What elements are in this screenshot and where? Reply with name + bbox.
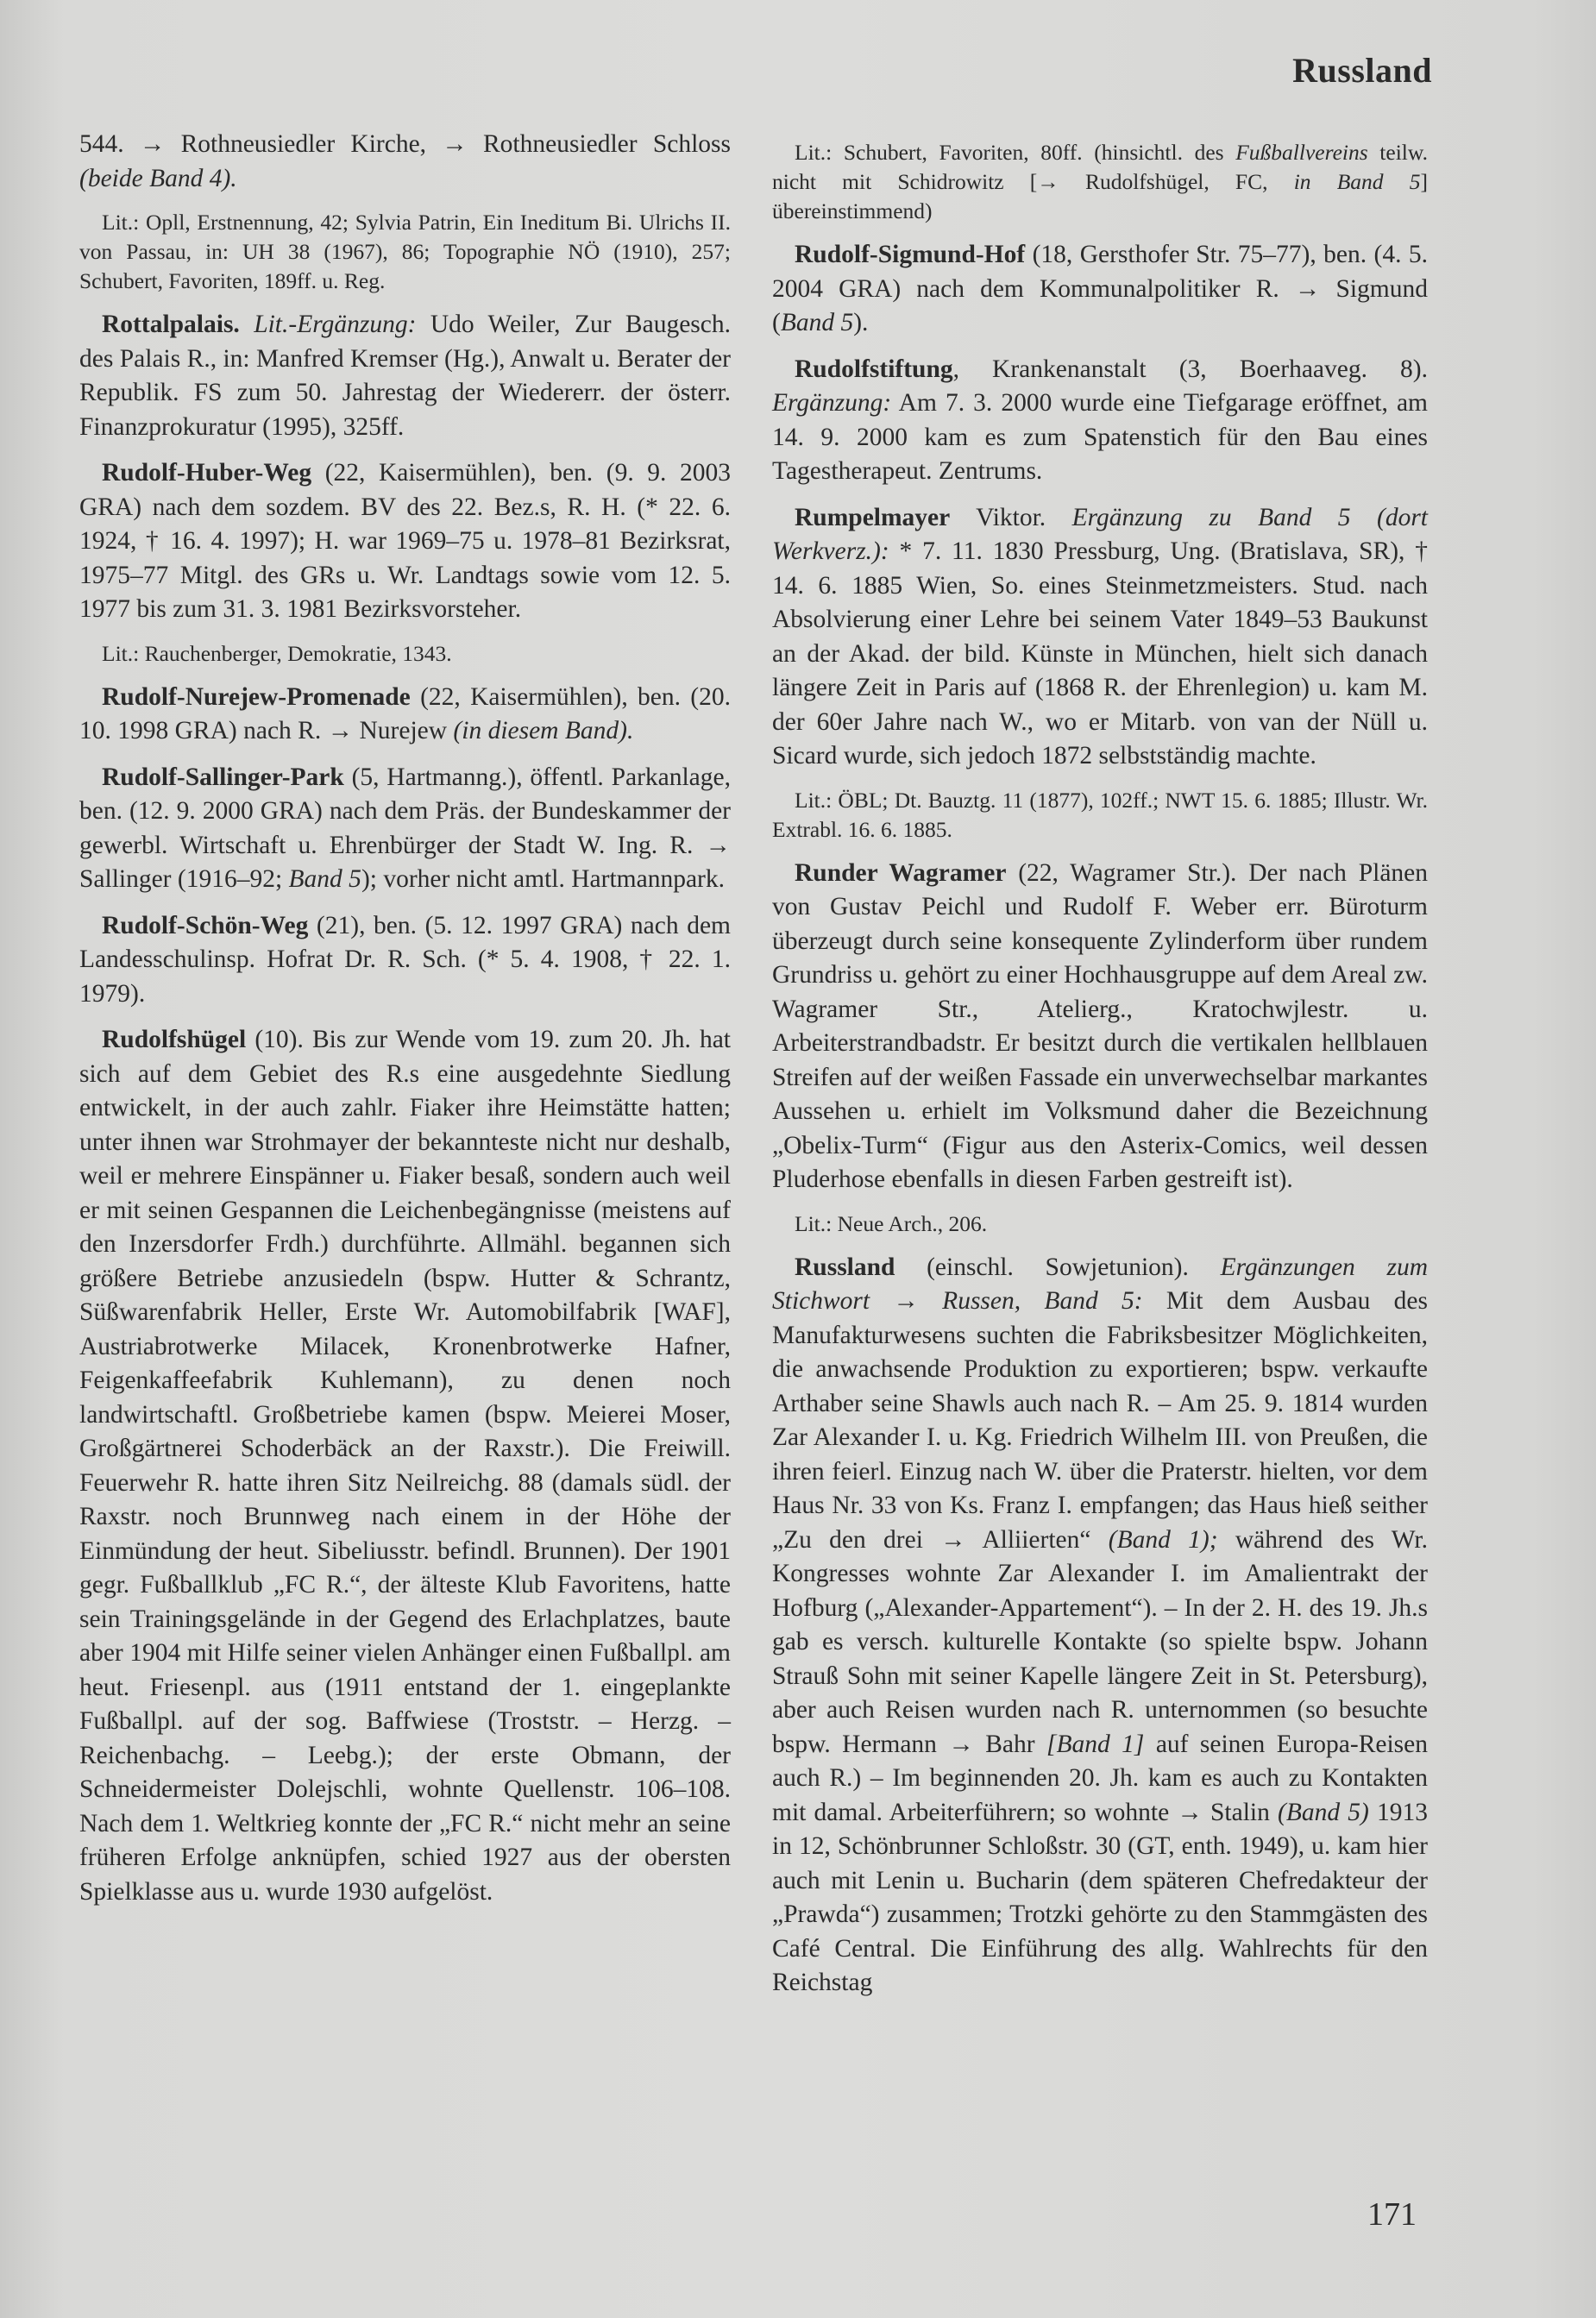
entry-text: (18, Gersthofer Str. 75–77), ben. (4. 5. 2004 GRA) nach dem Kommunalpolitiker R. → Sigmund ( <box>772 241 1428 336</box>
entry-headword: Rottalpalais. <box>102 311 240 338</box>
entry-text <box>240 311 254 338</box>
entry-headword: Rudolf-Sigmund-Hof <box>795 241 1026 268</box>
entry-text: Am 7. 3. 2000 wurde eine Tiefgarage eröffnet, am 14. 9. 2000 kam es zum Spatenstich für den Bau eines Tagestherapeut. Zentrums. <box>772 389 1428 485</box>
entry-text: Udo Weiler, Zur Baugesch. des Palais R., in: Manfred Kremser (Hg.), Anwalt u. Berater der Republik. FS zum 50. Jahrestag der Wiedererr. der österr. Finanzprokuratur (1995), 325ff. <box>79 311 731 441</box>
italic-text: Band 5 <box>780 309 854 336</box>
literature-note <box>772 1209 1428 1239</box>
italic-text: Lit.-Ergänzung: <box>254 311 417 338</box>
entry-text: (21), ben. (5. 12. 1997 GRA) nach dem Landesschulinsp. Hofrat Dr. R. Sch. (* 5. 4. 1908, † 22. 1. 1979). <box>79 911 731 1008</box>
lexicon-entry <box>79 128 731 196</box>
entry-text: ); vorher nicht amtl. Hartmannpark. <box>361 865 725 893</box>
lexicon-entry <box>772 238 1428 341</box>
lexicon-entry <box>79 308 731 444</box>
italic-text: (Band 1); <box>1108 1525 1218 1554</box>
entry-text: ). <box>853 309 869 336</box>
entry-text: (22, Wagramer Str.). Der nach Plänen von Gustav Peichl und Rudolf F. Weber err. Büroturm überzeugt durch seine konsequente Zylinderform über rundem Grundriss u. gehört zu einer Hochhausgruppe auf dem Areal zw. Wagramer Str., Atelierg., Kratochwjlestr. u. Arbeiterstrandbadstr. Er besitzt durch die vertikalen hellblauen Streifen auf der weißen Fassade ein unverwechselbar markantes Aussehen u. erhielt im Volksmund daher die Bezeichnung „Obelix-Turm“ (Figur aus den Asterix-Comics, weil dessen Pluderhose ebenfalls in diesen Farben gestreift ist). <box>772 858 1429 1193</box>
italic-text: (beide Band 4). <box>79 164 237 192</box>
lexicon-entry <box>79 1023 731 1909</box>
literature-note <box>772 786 1428 845</box>
entry-text: Lit.: Rauchenberger, Demokratie, 1343. <box>102 640 452 666</box>
lexicon-entry <box>79 681 731 749</box>
entry-headword: Runder Wagramer <box>795 858 1007 887</box>
entry-headword: Russland <box>795 1253 895 1281</box>
entry-text: (22, Kaisermühlen), ben. (20. 10. 1998 GRA) nach R. → Nurejew <box>79 682 731 744</box>
lexicon-entry <box>772 353 1428 489</box>
entry-headword: Rudolf-Schön-Weg <box>102 911 309 939</box>
literature-note <box>772 138 1428 226</box>
entry-text: Lit.: Neue Arch., 206. <box>795 1210 988 1236</box>
entry-text: 544. → Rothneusiedler Kirche, → Rothneusiedler Schloss <box>79 130 731 158</box>
entry-text: Lit.: Opll, Erstnennung, 42; Sylvia Patrin, Ein Ineditum Bi. Ulrichs II. von Passau, in: UH 38 (1967), 86; Topographie NÖ (1910), 257; Schubert, Favoriten, 189ff. u. Reg. <box>79 210 731 293</box>
entry-text: (10). Bis zur Wende vom 19. zum 20. Jh. hat sich auf dem Gebiet des R.s eine ausgedehnte Siedlung entwickelt, in der auch zahlr. Fiaker ihre Heimstätte hatten; unter ihnen war Strohmayer der bekannteste nicht nur deshalb, weil er mehrere Einspänner u. Fiaker besaß, sondern auch weil er mit seinen Gespannen die Leichenbegängnisse (meistens auf den Inzersdorfer Frdh.) durchführte. Allmähl. begannen sich größere Betriebe anzusiedeln (bspw. Hutter & Schrantz, Süßwarenfabrik Heller, Erste Wr. Automobilfabrik [WAF], Austriabrotwerke Milacek, Kronenbrotwerke Hafner, Feigenkaffeefabrik Kuhlemann), zu denen noch landwirtschaftl. Großbetriebe kamen (bspw. Meierei Moser, Großgärtnerei Schoderbäck an der Raxstr.). Die Freiwill. Feuerwehr R. hatte ihren Sitz Neilreichg. 88 (damals südl. der Raxstr. noch Brunnweg nach einem in der Höhe der Einmündung der heut. Sibeliusstr. befindl. Brunnen). Der 1901 gegr. Fußballklub „FC R.“, der älteste Klub Favoritens, hatte sein Trainingsgelände in der Gegend des Erlachplatzes, baute aber 1904 mit Hilfe seiner vielen Anhänger einen Fußballpl. am heut. Friesenpl. aus (1911 entstand der 1. eingeplankte Fußballpl. auf der sog. Baffwiese (Troststr. – Herzg. – Reichenbachg. – Leebg.); der erste Obmann, der Schneidermeister Dolejschli, wohnte Quellenstr. 106–108. Nach dem 1. Weltkrieg konnte der „FC R.“ nicht mehr an seine früheren Erfolge anknüpfen, schied 1927 aus der obersten Spielklasse aus u. wurde 1930 aufgelöst. <box>79 1026 731 1906</box>
entry-text: Lit.: ÖBL; Dt. Bauztg. 11 (1877), 102ff.; NWT 15. 6. 1885; Illustr. Wr. Extrabl. 16. 6. 1885. <box>772 787 1428 842</box>
entry-text: auf seinen Europa-Reisen auch R.) – Im beginnenden 20. Jh. kam es auch zu Kontakten mit damal. Arbeiterführern; so wohnte → Stalin <box>772 1730 1428 1826</box>
left-column <box>79 128 731 1921</box>
entry-text: Lit.: Schubert, Favoriten, 80ff. (hinsichtl. des <box>795 140 1236 165</box>
entry-text: während des Wr. Kongresses wohnte Zar Alexander I. im Amalientrakt der Hofburg („Alexander-Appartement“). – In der 2. H. des 19. Jh.s gab es versch. kulturelle Kontakte (so spielte bspw. Johann Strauß Sohn mit seiner Kapelle längere Zeit in St. Petersburg), aber auch Reisen wurden nach R. unternommen (so besuchte bspw. Hermann → Bahr <box>772 1525 1428 1758</box>
italic-text: Ergänzung: <box>772 389 892 417</box>
entry-headword: Rudolfshügel <box>102 1026 247 1053</box>
entry-text: ] übereinstimmend) <box>772 169 1428 223</box>
entry-headword: Rudolfstiftung <box>795 355 953 383</box>
italic-text: (Band 5) <box>1278 1798 1369 1826</box>
entry-headword: Rudolf-Sallinger-Park <box>102 763 344 791</box>
entry-text: (22, Kaisermühlen), ben. (9. 9. 2003 GRA) nach dem sozdem. BV des 22. Bez.s, R. H. (* 22. 6. 1924, † 16. 4. 1997); H. war 1969–75 u. 1978–81 Bezirksrat, 1975–77 Mitgl. des GRs u. Wr. Landtags sowie vom 12. 5. 1977 bis zum 31. 3. 1981 Bezirksvorsteher. <box>79 459 731 623</box>
running-head: Russland <box>1292 51 1432 90</box>
lexicon-entry <box>79 761 731 897</box>
italic-text: (in diesem Band). <box>453 717 634 744</box>
italic-text: Fußballvereins <box>1235 140 1368 165</box>
italic-text: Band 5 <box>288 865 361 893</box>
entry-text: * 7. 11. 1830 Pressburg, Ung. (Bratislava, SR), † 14. 6. 1885 Wien, So. eines Steinmetzmeisters. Stud. nach Absolvierung einer Lehre bei seinem Vater 1849–53 Baukunst an der Akad. der bild. Künste in München, hielt sich danach längere Zeit in Paris auf (1868 R. der Ehrenlegion) u. kam M. der 60er Jahre nach W., wo er Mitarb. von van der Nüll u. Sicard wurde, sich jedoch 1872 selbstständig machte. <box>772 537 1428 770</box>
page-number: 171 <box>1367 2196 1417 2233</box>
entry-headword: Rumpelmayer <box>795 503 951 531</box>
italic-text: in Band 5 <box>1293 169 1421 194</box>
right-column <box>772 138 1428 2013</box>
entry-text: (5, Hartmanng.), öffentl. Parkanlage, ben. (12. 9. 2000 GRA) nach dem Präs. der Bundeskammer der gewerbl. Wirtschaft u. Ehrenbürger der Stadt W. Ing. R. → Sallinger (1916–92; <box>79 763 731 893</box>
lexicon-entry <box>79 909 731 1012</box>
lexicon-entry <box>772 1251 1428 2001</box>
literature-note <box>79 208 731 296</box>
entry-text: Viktor. <box>950 503 1072 531</box>
lexicon-entry <box>79 456 731 627</box>
literature-note <box>79 639 731 669</box>
entry-headword: Rudolf-Huber-Weg <box>102 459 312 487</box>
italic-text: [Band 1] <box>1046 1730 1145 1758</box>
italic-text: Ergänzung zu Band 5 (dort Werkverz.): <box>772 503 1428 565</box>
entry-text: (einschl. Sowjetunion). <box>895 1253 1221 1281</box>
italic-text: Ergänzungen zum Stichwort → Russen, Band 5: <box>772 1253 1428 1315</box>
entry-text: Mit dem Ausbau des Manufakturwesens suchten die Fabriksbesitzer Möglichkeiten, die anwachsende Produktion zu exportieren; bspw. verkaufte Arthaber seine Shawls auch nach R. – Am 25. 9. 1814 wurden Zar Alexander I. u. Kg. Friedrich Wilhelm III. von Preußen, die ihren feierl. Einzug nach W. über die Praterstr. hielten, vor dem Haus Nr. 33 von Ks. Franz I. empfangen; das Haus hieß seither „Zu den drei → Alliierten“ <box>772 1287 1428 1554</box>
entry-text: 1913 in 12, Schönbrunner Schloßstr. 30 (GT, enth. 1949), u. kam hier auch mit Lenin u. Bucharin (dem späteren Chefredakteur der „Prawda“) zusammen; Trotzki gehörte zu den Stammgästen des Café Central. Die Einführung des allg. Wahlrechts für den Reichstag <box>772 1798 1429 1996</box>
entry-headword: Rudolf-Nurejew-Promenade <box>102 682 411 711</box>
entry-text: , Krankenanstalt (3, Boerhaaveg. 8). <box>952 355 1428 383</box>
lexicon-entry <box>772 857 1428 1197</box>
lexicon-entry <box>772 501 1428 774</box>
entry-text: teilw. nicht mit Schidrowitz [→ Rudolfshügel, FC, <box>772 140 1428 194</box>
